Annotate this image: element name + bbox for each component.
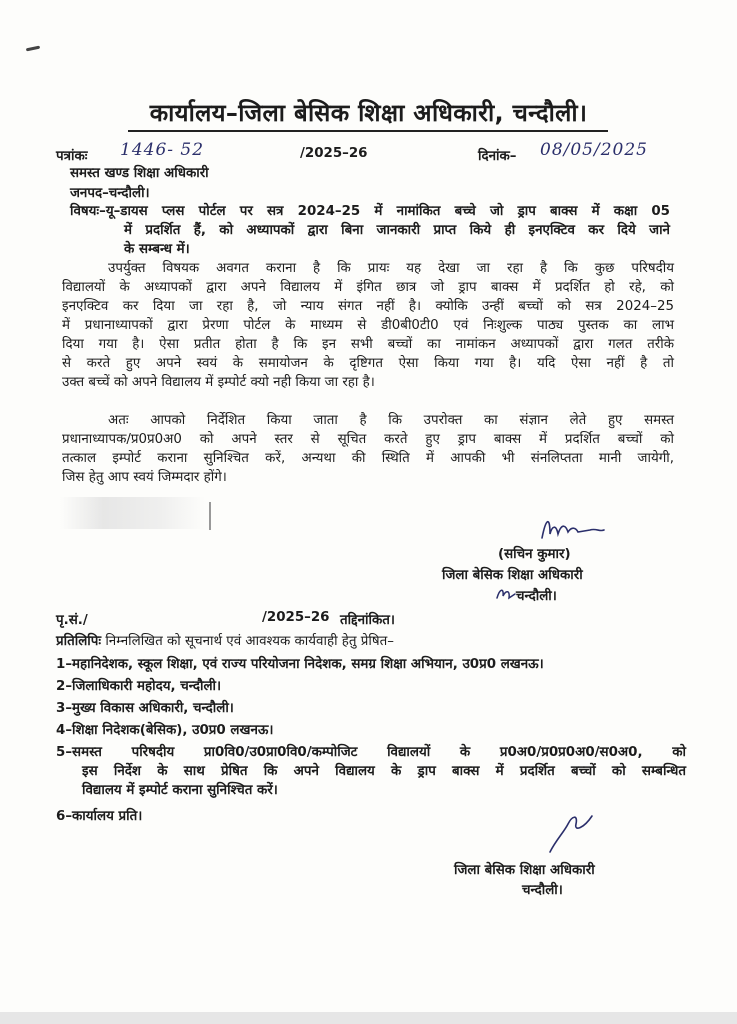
ref-year: /2025–26	[300, 146, 368, 161]
copy-intro-text: निम्नलिखित को सूचनार्थ एवं आवश्यक कार्यवाही हेतु प्रेषित–	[105, 634, 394, 649]
scan-bottom-edge	[0, 1012, 737, 1024]
para1-line-5: दिया गया है। ऐसा प्रतीत होता है कि इन सभी बच्चों का नामांकन अध्यापकों द्वारा गलत तरीके	[62, 337, 674, 352]
body-paragraph-1	[62, 259, 674, 392]
para1-line-3: इनएक्टिव कर दिया जा रहा है, जो न्याय संगत नहीं है। क्योकि उन्हीं बच्चों को सत्र 2024–25	[62, 299, 674, 314]
subject-line-1: विषयः–यू–डायस प्लस पोर्टल पर सत्र 2024–25 में नामांकित बच्चे जो ड्राप बाक्स में कक्षा 05	[70, 204, 670, 219]
addressee-line-2: जनपद–चन्दौली।	[70, 186, 150, 201]
copy-intro	[56, 631, 394, 649]
copy-ref-suffix: तद्दिनांकित।	[340, 613, 395, 628]
copy-item-1: 1–महानिदेशक, स्कूल शिक्षा, एवं राज्य परियोजना निदेशक, समग्र शिक्षा अभियान, उ0प्र0 लखनऊ।	[56, 657, 544, 672]
copy-item-5-line-1: 5–समस्त परिषदीय प्रा0वि0/उ0प्रा0वि0/कम्पोजिट विद्यालयों के प्र0अ0/प्र0प्र0अ0/स0अ0, को	[56, 745, 686, 760]
office-heading: कार्यालय–जिला बेसिक शिक्षा अधिकारी, चन्दौली।	[149, 99, 588, 127]
subject-line-2: में प्रदर्शित हैं, को अध्यापकों द्वारा बिना जानकारी प्राप्त किये ही इनएक्टिव कर दिये जाने	[124, 223, 670, 238]
copy-item-3: 3–मुख्य विकास अधिकारी, चन्दौली।	[56, 701, 234, 716]
letter-date: 08/05/2025	[540, 140, 648, 160]
closing-place: चन्दौली।	[522, 883, 563, 898]
copy-item-5-line-2: इस निर्देश के साथ प्रेषित कि अपने विद्यालय के ड्राप बाक्स में प्रदर्शित बच्चों को सम्बन्धित	[82, 764, 686, 779]
copy-item-4: 4–शिक्षा निदेशक(बेसिक), उ0प्र0 लखनऊ।	[56, 723, 274, 738]
signature-scribble-2	[546, 810, 596, 856]
para2-line-4: जिस हेतु आप स्वयं जिम्मदार होंगे।	[62, 470, 227, 485]
copy-item-2: 2–जिलाधिकारी महोदय, चन्दौली।	[56, 679, 222, 694]
addressee-line-1: समस्त खण्ड शिक्षा अधिकारी	[70, 166, 209, 181]
body-paragraph-2	[62, 411, 674, 487]
subject-line-3: के सम्बन्ध में।	[124, 242, 190, 257]
copy-intro-label: प्रतिलिपिः	[56, 634, 102, 649]
erased-area	[60, 497, 205, 529]
signatory-name: (सचिन कुमार)	[498, 547, 571, 562]
closing-designation: जिला बेसिक शिक्षा अधिकारी	[454, 863, 595, 878]
para2-line-1: अतः आपको निर्देशित किया जाता है कि उपरोक्त का संज्ञान लेते हुए समस्त	[108, 413, 674, 428]
para1-line-7: उक्त बच्चें को अपने विद्यालय में इम्पोर्ट क्यो नही किया जा रहा है।	[62, 375, 375, 390]
pen-mark	[26, 46, 40, 52]
copy-ref-label: पृ.सं./	[56, 613, 88, 628]
initial-scribble	[494, 584, 518, 604]
signatory-designation: जिला बेसिक शिक्षा अधिकारी	[442, 568, 583, 583]
para1-line-4: में प्रधानाध्यापकों द्वारा प्रेरणा पोर्टल के माध्यम से डी0बी0टी0 एवं निःशुल्क पाठ्य पुस्तक का लाभ	[62, 318, 674, 333]
copy-item-6: 6–कार्यालय प्रति।	[56, 809, 143, 824]
signatory-place: चन्दौली।	[516, 589, 557, 604]
para2-line-3: तत्काल इम्पोर्ट कराना सुनिश्चित करें, अन्यथा की स्थिति में आपकी भी संनलिप्तता मानी जायेगी,	[62, 451, 674, 466]
copy-ref-year: /2025–26	[262, 610, 330, 625]
copy-item-5	[56, 743, 686, 800]
signature-scribble-1	[538, 512, 608, 546]
copy-item-5-line-3: विद्यालय में इम्पोर्ट कराना सुनिश्चित करें।	[82, 783, 278, 798]
ref-label: पत्रांकः	[56, 149, 88, 164]
para1-line-6: से करते हुए अपने स्वयं के समायोजन के दृष्टिगत ऐसा किया गया है। यदि ऐसा नहीं है तो	[62, 356, 674, 371]
ref-number: 1446- 52	[120, 140, 205, 160]
erased-area-edge	[209, 502, 211, 530]
subject-block	[70, 202, 670, 259]
heading-underline	[128, 130, 608, 132]
para1-line-2: विद्यालयों के अध्यापकों द्वारा अपने विद्यालय में इंगित छात्र जो ड्राप बाक्स में प्रदर्शित हो रहे, को	[62, 280, 674, 295]
para2-line-2: प्रधानाध्यापक/प्र0प्र0अ0 को अपने स्तर से सूचित करते हुए ड्राप बाक्स में प्रदर्शित बच्चों को	[62, 432, 674, 447]
date-label: दिनांक–	[478, 149, 517, 164]
para1-line-1: उपर्युक्त विषयक अवगत कराना है कि प्रायः यह देखा जा रहा है कि कुछ परिषदीय	[108, 261, 674, 276]
